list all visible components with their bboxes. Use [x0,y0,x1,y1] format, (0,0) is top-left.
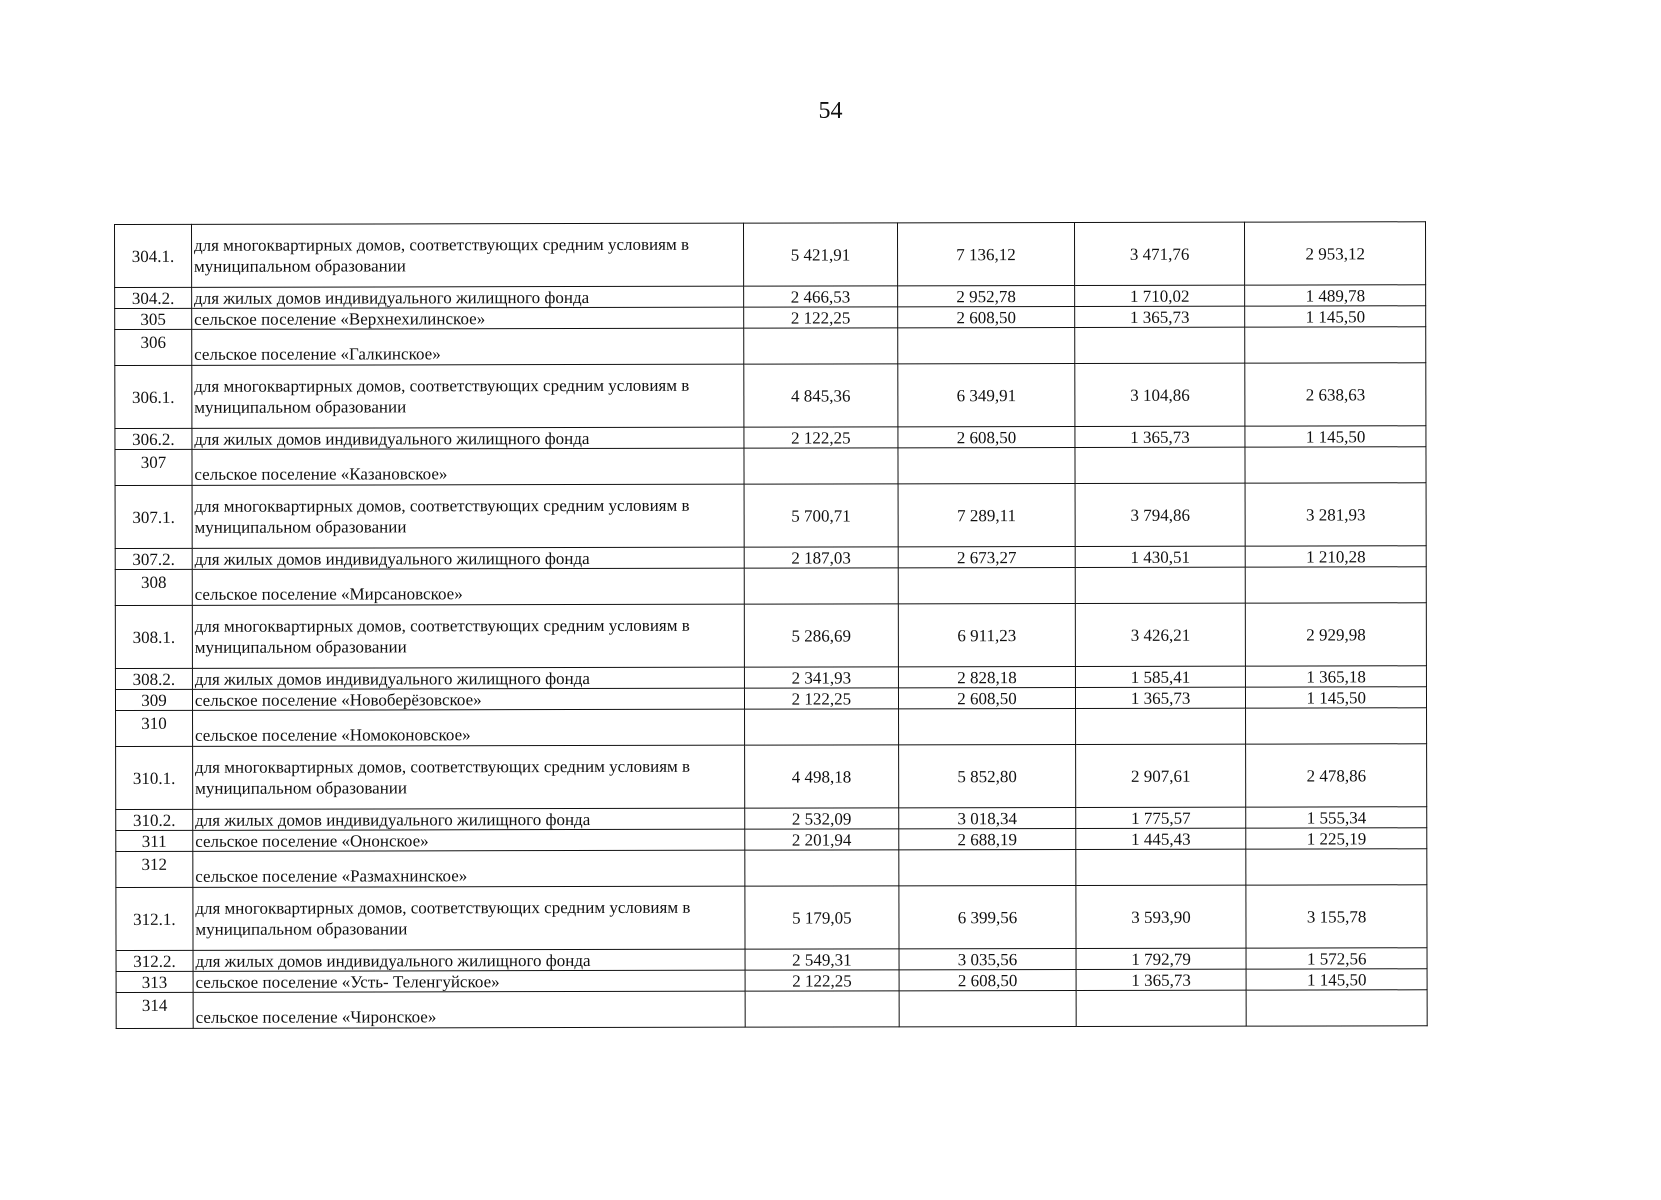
value-cell [744,448,899,484]
table-row [115,546,1426,570]
value-cell: 6 911,23 [899,603,1076,666]
table-row [115,603,1426,669]
value-cell: 2 466,53 [743,286,898,307]
value-cell: 2 122,25 [743,427,898,448]
value-cell: 1 145,50 [1245,426,1426,447]
value-cell: 1 365,73 [1075,426,1246,447]
row-name: для многоквартирных домов, соответствующих средним условиям в муниципальном образовании [192,484,744,548]
table-row [115,447,1426,486]
value-cell [898,327,1075,363]
value-cell: 3 426,21 [1075,603,1246,666]
row-code: 304.2. [115,287,192,308]
table-row [115,666,1426,690]
row-name: для многоквартирных домов, соответствующих средним условиям в муниципальном образовании [192,364,744,428]
value-cell: 1 555,34 [1246,807,1427,828]
value-cell: 2 608,50 [899,969,1076,990]
value-cell: 2 608,50 [898,426,1075,447]
value-cell: 2 201,94 [744,829,899,850]
row-name: для жилых домов индивидуального жилищного фонда [192,667,744,689]
row-code: 307.1. [115,485,192,548]
table-row [115,222,1426,288]
value-cell: 3 035,56 [899,948,1076,969]
row-code: 310.2. [116,809,193,830]
row-code: 314 [116,992,193,1028]
table-row [116,828,1427,852]
row-name: сельское поселение «Новоберёзовское» [192,688,744,710]
value-cell: 2 953,12 [1245,222,1426,285]
row-code: 309 [115,689,192,710]
value-cell [1075,327,1246,363]
value-cell: 1 145,50 [1246,969,1427,990]
row-name: сельское поселение «Чиронское» [193,991,745,1028]
row-name: сельское поселение «Казановское» [192,448,744,485]
row-name: для многоквартирных домов, соответствующих средним условиям в муниципальном образовании [192,604,744,668]
value-cell [899,990,1076,1026]
value-cell: 2 907,61 [1075,744,1246,807]
row-code: 313 [116,971,193,992]
row-code: 306 [115,329,192,365]
row-code: 310 [116,710,193,746]
row-name: для жилых домов индивидуального жилищного фонда [193,949,745,971]
value-cell [1076,849,1247,885]
row-name: сельское поселение «Верхнехилинское» [192,307,744,329]
table-row [115,327,1426,366]
value-cell: 7 136,12 [898,222,1075,285]
value-cell: 2 608,50 [898,306,1075,327]
row-name: сельское поселение «Мирсановское» [192,568,744,605]
value-cell: 2 638,63 [1245,363,1426,426]
value-cell: 2 549,31 [745,949,900,970]
value-cell: 1 145,50 [1245,306,1426,327]
table-row [115,567,1426,606]
value-cell: 5 852,80 [899,744,1076,807]
value-cell: 3 018,34 [899,807,1076,828]
row-name: для многоквартирных домов, соответствующих средним условиям в муниципальном образовании [193,886,745,950]
value-cell: 2 828,18 [899,666,1076,687]
row-code: 312.1. [116,887,193,950]
value-cell: 3 155,78 [1246,885,1427,948]
value-cell: 6 349,91 [898,363,1075,426]
table-row [116,885,1427,951]
row-code: 312 [116,851,193,887]
tariff-table [114,221,1428,1029]
table-row [115,483,1426,549]
value-cell [744,850,899,886]
row-name: для многоквартирных домов, соответствующих средним условиям в муниципальном образовании [191,223,743,287]
page-number: 54 [818,98,843,124]
table-row [116,948,1427,972]
table-row [115,426,1426,450]
value-cell: 1 792,79 [1076,948,1247,969]
row-code: 311 [116,830,193,851]
value-cell: 1 365,18 [1246,666,1427,687]
value-cell: 1 365,73 [1076,969,1247,990]
value-cell: 1 430,51 [1075,546,1246,567]
value-cell [899,708,1076,744]
row-code: 306.2. [115,428,192,449]
table-row [116,744,1427,810]
value-cell: 2 122,25 [745,970,900,991]
value-cell: 1 365,73 [1074,306,1245,327]
value-cell: 1 572,56 [1246,948,1427,969]
value-cell: 3 471,76 [1074,222,1245,285]
value-cell: 2 608,50 [899,687,1076,708]
value-cell: 2 122,25 [743,307,898,328]
row-code: 307.2. [115,548,192,569]
value-cell [1075,447,1246,483]
value-cell: 1 775,57 [1076,807,1247,828]
value-cell [745,991,900,1027]
value-cell: 5 286,69 [744,604,899,667]
value-cell [1245,447,1426,483]
table-row [115,687,1426,711]
row-code: 306.1. [115,365,192,428]
row-code: 312.2. [116,950,193,971]
row-code: 308.1. [115,605,192,668]
row-code: 310.1. [116,746,193,809]
value-cell: 1 225,19 [1246,828,1427,849]
row-code: 305 [115,308,192,329]
value-cell: 2 688,19 [899,828,1076,849]
value-cell: 2 187,03 [744,547,899,568]
row-code: 307 [115,449,192,485]
row-name: сельское поселение «Усть- Теленгуйское» [193,970,745,992]
value-cell: 1 145,50 [1246,687,1427,708]
table-row [116,969,1427,993]
value-cell: 2 122,25 [744,688,899,709]
table-row [116,708,1427,747]
table-row [115,285,1426,309]
table-row [116,990,1427,1029]
value-cell: 3 281,93 [1245,483,1426,546]
value-cell [1075,567,1246,603]
row-name: сельское поселение «Номоконовское» [192,709,744,746]
value-cell [898,567,1075,603]
value-cell: 2 952,78 [898,285,1075,306]
value-cell: 5 179,05 [744,886,899,949]
value-cell: 2 478,86 [1246,744,1427,807]
table-row [116,849,1427,888]
value-cell: 1 585,41 [1075,666,1246,687]
value-cell [1246,708,1427,744]
value-cell [899,849,1076,885]
row-code: 308.2. [115,668,192,689]
value-cell: 7 289,11 [898,483,1075,546]
value-cell [898,447,1075,483]
value-cell [744,709,899,745]
row-name: сельское поселение «Размахнинское» [193,850,745,887]
value-cell: 3 593,90 [1076,885,1247,948]
row-name: для жилых домов индивидуального жилищного фонда [192,427,744,449]
value-cell [744,568,899,604]
value-cell: 5 700,71 [744,484,899,547]
value-cell: 1 445,43 [1076,828,1247,849]
value-cell: 2 341,93 [744,667,899,688]
value-cell [1245,327,1426,363]
value-cell: 5 421,91 [743,223,898,286]
value-cell: 1 489,78 [1245,285,1426,306]
row-name: для жилых домов индивидуального жилищного фонда [193,808,745,830]
table-row [116,807,1427,831]
value-cell: 3 794,86 [1075,483,1246,546]
value-cell: 3 104,86 [1075,363,1246,426]
value-cell: 1 710,02 [1074,285,1245,306]
row-name: сельское поселение «Ононское» [193,829,745,851]
value-cell [743,328,898,364]
value-cell: 4 845,36 [743,364,898,427]
value-cell: 1 210,28 [1246,546,1427,567]
table-row [115,363,1426,429]
value-cell: 2 532,09 [744,808,899,829]
value-cell [1076,990,1247,1026]
value-cell [1246,990,1427,1026]
row-name: для многоквартирных домов, соответствующих средним условиям в муниципальном образовании [192,745,744,809]
value-cell: 1 365,73 [1075,687,1246,708]
row-code: 304.1. [115,224,192,287]
value-cell: 4 498,18 [744,745,899,808]
value-cell [1075,708,1246,744]
value-cell: 2 929,98 [1246,603,1427,666]
value-cell [1246,849,1427,885]
value-cell: 2 673,27 [898,546,1075,567]
row-name: для жилых домов индивидуального жилищного фонда [192,286,744,308]
row-code: 308 [115,569,192,605]
value-cell: 6 399,56 [899,885,1076,948]
table-row [115,306,1426,330]
value-cell [1246,567,1427,603]
row-name: для жилых домов индивидуального жилищного фонда [192,547,744,569]
row-name: сельское поселение «Галкинское» [192,328,744,365]
